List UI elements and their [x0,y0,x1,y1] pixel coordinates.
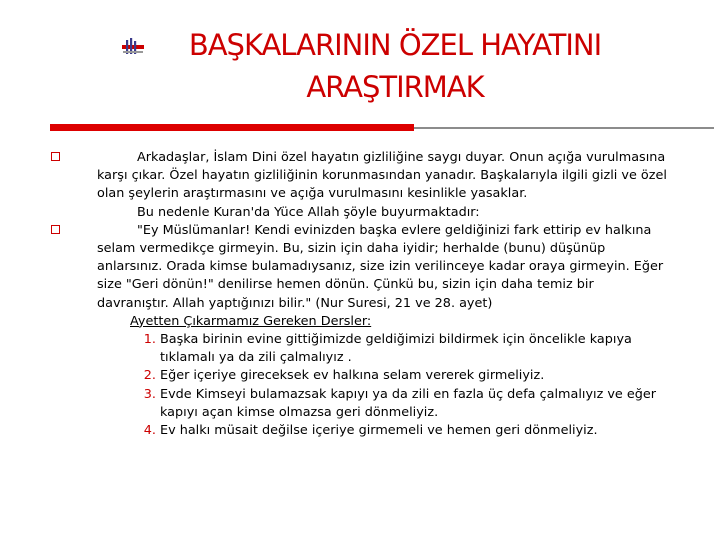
slide-body [97,149,667,440]
list-item-number: 1. [143,332,156,348]
list-item [97,422,667,440]
title-divider-red [50,124,414,131]
list-item-number: 3. [143,386,156,402]
quote-paragraph: "Ey Müslümanlar! Kendi evinizden başka evlere geldiğinizi fark ettirip ev halkına selam vermedikçe girmeyin. Bu, sizin için daha iyidir; herhalde (bunu) düşünüp anlarsınız. Orada kimse bulamadıysanız, size izin verilinceye kadar oraya girmeyin. Eğer size "Geri dönün!" denilirse hemen dönün. Çünkü bu, sizin için daha temiz bir davranıştır. Allah yaptığınızı bilir." (Nur Suresi, 21 ve 28. ayet) [97,222,664,311]
bullet-square-icon [51,152,60,161]
lessons-list [97,331,667,440]
list-item-text: Eğer içeriye gireceksek ev halkına selam vererek girmeliyiz. [160,368,545,384]
title-line-1: BAŞKALARININ ÖZEL HAYATINI [188,28,602,62]
list-item [97,331,667,367]
list-item-text: Başka birinin evine gittiğimizde geldiğimizi bildirmek için öncelikle kapıya tıklamalı ya da zili çalmalıyız . [160,332,632,366]
bullet-square-icon [51,225,60,234]
slide-title [130,24,660,108]
paragraph-intro: Arkadaşlar, İslam Dini özel hayatın gizliliğine saygı duyar. Onun açığa vurulmasına karşı çıkar. Özel hayatın gizliliğinin korunmasından yanadır. Başkalarıyla ilgili gizli ve özel olan şeylerin araştırmasını ve açığa vurulmasını kesinlikle yasaklar. [97,150,667,202]
list-item-number: 2. [143,368,156,384]
title-line-2: ARAŞTIRMAK [306,70,484,104]
list-item [97,386,667,422]
list-item-text: Evde Kimseyi bulamazsak kapıyı ya da zili en fazla üç defa çalmalıyız ve eğer kapıyı açan kimse olmazsa geri dönmeliyiz. [160,386,656,420]
list-item [97,367,667,385]
lessons-heading: Ayetten Çıkarmamız Gereken Dersler: [130,313,372,329]
list-item-text: Ev halkı müsait değilse içeriye girmemeli ve hemen geri dönmeliyiz. [160,423,598,439]
paragraph-quran-intro: Bu nedenle Kuran'da Yüce Allah şöyle buyurmaktadır: [137,204,480,220]
title-divider-gray [414,127,714,129]
list-item-number: 4. [143,423,156,439]
